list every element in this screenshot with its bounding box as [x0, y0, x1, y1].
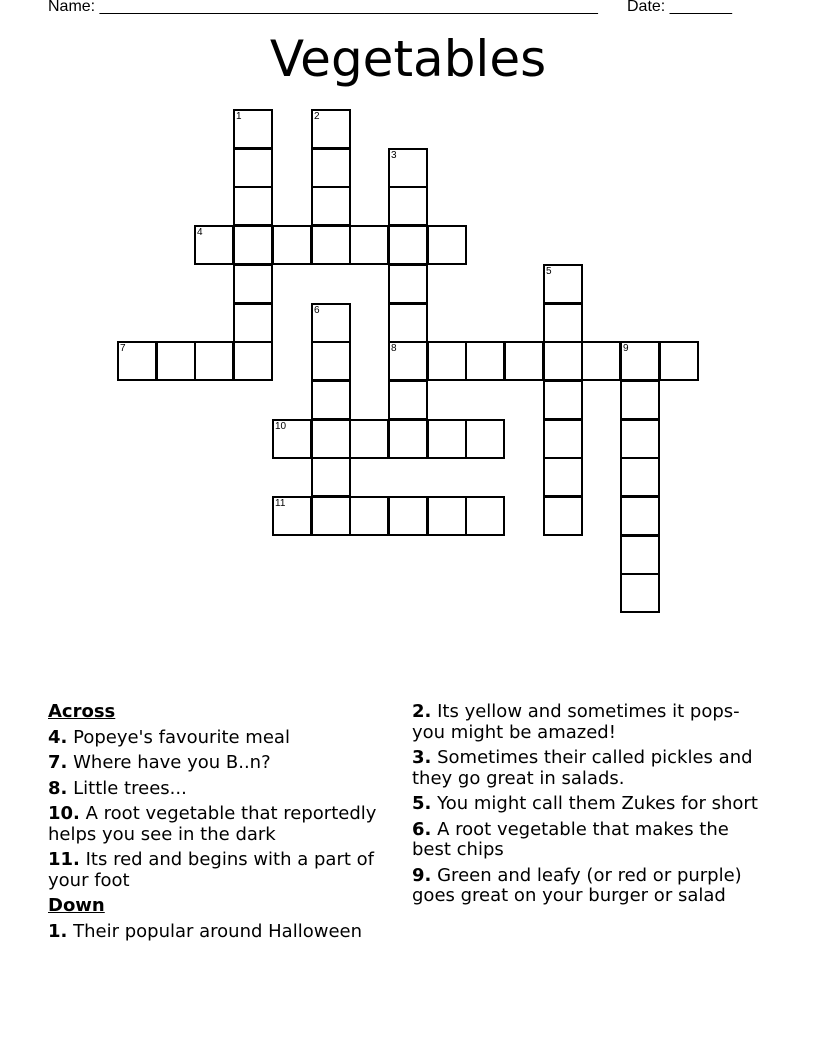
grid-cell[interactable]: [659, 341, 699, 381]
clue-number: 8.: [48, 777, 68, 799]
grid-cell[interactable]: [388, 496, 428, 536]
clue-number: 6.: [412, 818, 432, 840]
clue-text: Green and leafy (or red or purple) goes great on your burger or salad: [412, 864, 742, 906]
grid-cell[interactable]: [349, 496, 389, 536]
down-clue: [412, 820, 772, 861]
across-clue: [48, 753, 400, 774]
clue-text: Its red and begins with a part of your foot: [48, 849, 374, 891]
grid-cell[interactable]: [272, 225, 312, 265]
clues-left-column: [48, 702, 400, 947]
cell-number: 11: [275, 498, 286, 509]
grid-cell[interactable]: [427, 341, 467, 381]
grid-cell[interactable]: [233, 303, 273, 343]
grid-cell[interactable]: [620, 535, 660, 575]
grid-cell[interactable]: [349, 419, 389, 459]
grid-cell[interactable]: [194, 341, 234, 381]
grid-cell[interactable]: [427, 419, 467, 459]
down-clue: [412, 702, 772, 743]
grid-cell[interactable]: [543, 264, 583, 304]
clue-number: 10.: [48, 803, 80, 824]
grid-cell[interactable]: [156, 341, 196, 381]
grid-cell[interactable]: [427, 225, 467, 265]
clue-text: You might call them Zukes for short: [437, 793, 758, 814]
grid-cell[interactable]: [194, 225, 234, 265]
grid-cell[interactable]: [620, 341, 660, 381]
clue-text: A root vegetable that makes the best chips: [412, 818, 729, 860]
grid-cell[interactable]: [272, 496, 312, 536]
cell-number: 1: [236, 111, 242, 122]
grid-cell[interactable]: [620, 380, 660, 420]
clue-number: 11.: [48, 849, 80, 870]
clue-text: Popeye's favourite meal: [73, 726, 290, 748]
across-clue: [48, 728, 400, 749]
grid-cell[interactable]: [427, 496, 467, 536]
grid-cell[interactable]: [233, 264, 273, 304]
down-heading: Down: [48, 895, 105, 916]
grid-cell[interactable]: [620, 419, 660, 459]
cell-number: 7: [120, 343, 126, 354]
grid-cell[interactable]: [620, 496, 660, 536]
grid-cell[interactable]: [311, 380, 351, 420]
grid-cell[interactable]: [311, 148, 351, 188]
clue-number: 9.: [412, 864, 432, 886]
cell-number: 8: [391, 343, 397, 354]
grid-cell[interactable]: [504, 341, 544, 381]
down-clue: [48, 922, 400, 943]
grid-cell[interactable]: [543, 380, 583, 420]
date-field[interactable]: Date: _______: [627, 0, 732, 15]
grid-cell[interactable]: [233, 225, 273, 265]
grid-cell[interactable]: [233, 341, 273, 381]
grid-cell[interactable]: [311, 419, 351, 459]
down-clue: [412, 794, 772, 815]
cell-number: 9: [623, 343, 629, 354]
cell-number: 10: [275, 421, 287, 432]
clue-text: Their popular around Halloween: [73, 920, 363, 942]
grid-cell[interactable]: [465, 341, 505, 381]
cell-number: 5: [546, 266, 552, 277]
grid-cell[interactable]: [311, 109, 351, 149]
grid-cell[interactable]: [620, 573, 660, 613]
across-clue: [48, 804, 400, 845]
clue-text: Little trees...: [73, 777, 187, 799]
grid-cell[interactable]: [388, 419, 428, 459]
cell-number: 6: [314, 305, 320, 316]
name-field[interactable]: Name: ________________________________________________________: [48, 0, 598, 15]
grid-cell[interactable]: [233, 186, 273, 226]
cell-number: 2: [314, 111, 320, 122]
grid-cell[interactable]: [388, 264, 428, 304]
grid-cell[interactable]: [388, 341, 428, 381]
grid-cell[interactable]: [543, 341, 583, 381]
grid-cell[interactable]: [311, 225, 351, 265]
grid-cell[interactable]: [311, 457, 351, 497]
across-clue: [48, 779, 400, 800]
grid-cell[interactable]: [311, 303, 351, 343]
grid-cell[interactable]: [388, 225, 428, 265]
grid-cell[interactable]: [543, 457, 583, 497]
down-clue: [412, 866, 772, 907]
grid-cell[interactable]: [465, 496, 505, 536]
clue-text: Sometimes their called pickles and they go great in salads.: [412, 747, 753, 789]
grid-cell[interactable]: [543, 303, 583, 343]
grid-cell[interactable]: [233, 109, 273, 149]
clue-text: Its yellow and sometimes it pops-you might be amazed!: [412, 701, 740, 743]
clue-number: 7.: [48, 752, 68, 773]
grid-cell[interactable]: [311, 186, 351, 226]
grid-cell[interactable]: [388, 186, 428, 226]
grid-cell[interactable]: [272, 419, 312, 459]
cell-number: 3: [391, 150, 397, 161]
cell-number: 4: [197, 227, 203, 238]
across-clue: [48, 850, 400, 891]
grid-cell[interactable]: [349, 225, 389, 265]
grid-cell[interactable]: [543, 419, 583, 459]
grid-cell[interactable]: [465, 419, 505, 459]
clue-number: 5.: [412, 793, 432, 814]
down-clue: [412, 748, 772, 789]
grid-cell[interactable]: [620, 457, 660, 497]
clue-number: 1.: [48, 920, 68, 942]
grid-cell[interactable]: [311, 341, 351, 381]
grid-cell[interactable]: [581, 341, 621, 381]
clue-text: A root vegetable that reportedly helps you see in the dark: [48, 803, 377, 845]
grid-cell[interactable]: [233, 148, 273, 188]
grid-cell[interactable]: [543, 496, 583, 536]
clue-number: 3.: [412, 747, 432, 768]
grid-cell[interactable]: [117, 341, 157, 381]
grid-cell[interactable]: [311, 496, 351, 536]
clue-number: 4.: [48, 726, 68, 748]
clues-right-column: [412, 702, 772, 912]
across-heading: Across: [48, 701, 116, 722]
clue-number: 2.: [412, 701, 432, 722]
grid-cell[interactable]: [388, 148, 428, 188]
page-title: Vegetables: [269, 30, 547, 88]
grid-cell[interactable]: [388, 303, 428, 343]
grid-cell[interactable]: [388, 380, 428, 420]
clue-text: Where have you B..n?: [73, 752, 271, 773]
